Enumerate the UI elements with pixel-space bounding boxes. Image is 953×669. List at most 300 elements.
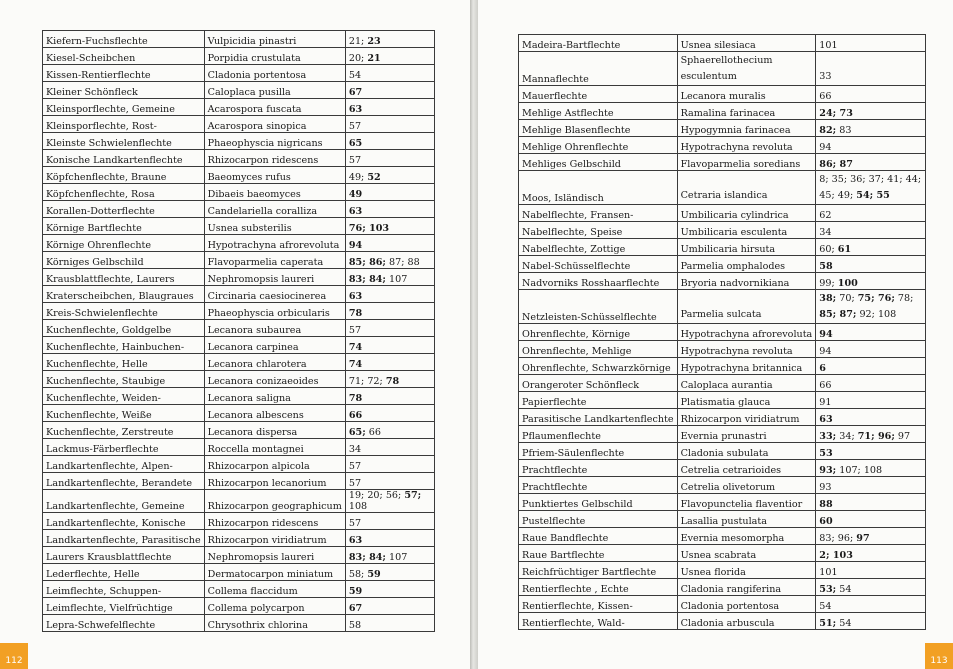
index-row xyxy=(519,205,926,222)
index-row xyxy=(519,171,926,205)
common-name-cell: Korallen-Dotterflechte xyxy=(43,201,205,218)
page-ref-bold: 6 xyxy=(819,363,826,374)
common-name-cell: Kuchenflechte, Weiße xyxy=(43,405,205,422)
species-name-cell: Hypotrachyna revoluta xyxy=(677,137,816,154)
index-row xyxy=(519,392,926,409)
page-ref-bold: 52 xyxy=(367,172,381,183)
species-name-cell: Lecanora chlarotera xyxy=(204,354,345,371)
page-ref-bold: 83; 84; xyxy=(348,274,386,285)
page-ref: 34; xyxy=(836,431,858,442)
page-refs-cell xyxy=(345,354,434,371)
common-name-cell: Kreis-Schwielenflechte xyxy=(43,303,205,320)
page-refs-cell xyxy=(345,388,434,405)
page-ref-bold: 53; xyxy=(819,584,837,595)
species-name-cell: Acarospora sinopica xyxy=(204,116,345,133)
index-row xyxy=(519,358,926,375)
page-ref-bold: 23 xyxy=(367,36,381,47)
page-refs-cell xyxy=(816,579,926,596)
page-refs-cell xyxy=(345,405,434,422)
common-name-cell: Konische Landkartenflechte xyxy=(43,150,205,167)
index-row xyxy=(43,530,435,547)
species-name-cell: Collema polycarpon xyxy=(204,598,345,615)
species-name-cell: Umbilicaria cylindrica xyxy=(677,205,816,222)
page-ref: 101 xyxy=(819,40,838,51)
index-row xyxy=(519,52,926,86)
common-name-cell: Raue Bandflechte xyxy=(519,528,678,545)
index-row xyxy=(519,443,926,460)
index-row xyxy=(43,473,435,490)
page-ref-bold: 74 xyxy=(348,359,363,370)
index-row xyxy=(43,320,435,337)
species-name-cell: Lecanora albescens xyxy=(204,405,345,422)
page-refs-cell xyxy=(816,239,926,256)
page-refs-cell xyxy=(816,154,926,171)
page-ref-bold: 65; xyxy=(348,427,366,438)
page-number-left: 112 xyxy=(0,643,28,669)
page-ref-bold: 33; xyxy=(819,431,837,442)
page-refs-cell xyxy=(345,564,434,581)
page-ref: 49; xyxy=(348,172,368,183)
common-name-cell: Kleinsporflechte, Gemeine xyxy=(43,99,205,116)
common-name-cell: Kleinsporflechte, Rost- xyxy=(43,116,205,133)
species-name-cell: Roccella montagnei xyxy=(204,439,345,456)
index-table-left xyxy=(42,30,435,632)
page-ref-bold: 63 xyxy=(348,206,363,217)
page-ref: 70; xyxy=(836,293,858,304)
common-name-cell: Rentierflechte , Echte xyxy=(519,579,678,596)
page-ref-bold: 60 xyxy=(819,516,833,527)
index-row xyxy=(519,86,926,103)
species-name-cell: Ramalina farinacea xyxy=(677,103,816,120)
species-name-cell: Rhizocarpon ridescens xyxy=(204,150,345,167)
index-row xyxy=(43,615,435,632)
index-row xyxy=(519,137,926,154)
species-name-cell: Lecanora conizaeoides xyxy=(204,371,345,388)
page-refs-cell xyxy=(345,116,434,133)
page-ref: 78; xyxy=(894,293,917,304)
page-ref-bold: 63 xyxy=(348,535,363,546)
page-ref: 66 xyxy=(365,427,382,438)
common-name-cell: Raue Bartflechte xyxy=(519,545,678,562)
page-ref: 54 xyxy=(819,601,832,612)
page-refs-cell xyxy=(816,222,926,239)
index-row xyxy=(43,564,435,581)
common-name-cell: Ohrenflechte, Schwarzkörnige xyxy=(519,358,678,375)
page-ref: 107; 108 xyxy=(836,465,883,476)
page-ref: 66 xyxy=(819,91,832,102)
common-name-cell: Prachtflechte xyxy=(519,477,678,494)
page-refs-cell xyxy=(816,528,926,545)
species-name-cell: Vulpicidia pinastri xyxy=(204,31,345,48)
page-ref-bold: 94 xyxy=(348,240,363,251)
common-name-cell: Pfriem-Säulenflechte xyxy=(519,443,678,460)
page-ref: 33 xyxy=(819,71,832,82)
page-refs-cell xyxy=(816,426,926,443)
species-name-cell: Candelariella coralliza xyxy=(204,201,345,218)
page-refs-cell xyxy=(816,137,926,154)
page-refs-cell xyxy=(345,598,434,615)
index-row xyxy=(519,528,926,545)
page-ref: 57 xyxy=(348,461,362,472)
common-name-cell: Netzleisten-Schüsselflechte xyxy=(519,290,678,324)
species-name-cell: Cetrelia cetrarioides xyxy=(677,460,816,477)
page-refs-cell xyxy=(816,256,926,273)
species-name-cell: Flavoparmelia caperata xyxy=(204,252,345,269)
species-name-cell: Circinaria caesiocinerea xyxy=(204,286,345,303)
index-row xyxy=(43,337,435,354)
species-name-cell: Cladonia portentosa xyxy=(204,65,345,82)
species-name-cell: Hypotrachyna revoluta xyxy=(677,341,816,358)
species-name-cell: Acarospora fuscata xyxy=(204,99,345,116)
species-name-cell: Lecanora saligna xyxy=(204,388,345,405)
page-ref: 94 xyxy=(819,142,832,153)
common-name-cell: Pustelflechte xyxy=(519,511,678,528)
page-ref: 94 xyxy=(819,346,832,357)
page-ref: 54 xyxy=(836,618,852,629)
page-ref: 99; xyxy=(819,278,838,289)
page-refs-cell xyxy=(345,31,434,48)
page-ref-bold: 85; 87; xyxy=(819,309,857,320)
page-ref-bold: 97 xyxy=(856,533,870,544)
page-ref-bold: 53 xyxy=(819,448,833,459)
common-name-cell: Punktiertes Gelbschild xyxy=(519,494,678,511)
page-ref-bold: 57; xyxy=(404,490,422,501)
common-name-cell: Lederflechte, Helle xyxy=(43,564,205,581)
species-name-cell: Lecanora carpinea xyxy=(204,337,345,354)
common-name-cell: Moos, Isländisch xyxy=(519,171,678,205)
species-name-cell: Cetraria islandica xyxy=(677,171,816,205)
page-refs-cell xyxy=(816,545,926,562)
page-ref-bold: 63 xyxy=(348,291,363,302)
species-name-cell: Nephromopsis laureri xyxy=(204,269,345,286)
page-ref-bold: 63 xyxy=(819,414,833,425)
page-refs-cell xyxy=(816,358,926,375)
common-name-cell: Mehlige Astflechte xyxy=(519,103,678,120)
page-refs-cell xyxy=(816,392,926,409)
page-ref-bold: 67 xyxy=(348,87,363,98)
index-row xyxy=(43,547,435,564)
common-name-cell: Kraterscheibchen, Blaugraues xyxy=(43,286,205,303)
page-ref: 57 xyxy=(348,325,362,336)
index-row xyxy=(43,286,435,303)
page-ref-bold: 67 xyxy=(348,603,363,614)
page-ref-bold: 59 xyxy=(367,569,381,580)
common-name-cell: Kuchenflechte, Helle xyxy=(43,354,205,371)
common-name-cell: Nabelflechte, Speise xyxy=(519,222,678,239)
species-name-cell: Flavoparmelia soredians xyxy=(677,154,816,171)
page-refs-cell xyxy=(816,205,926,222)
common-name-cell: Nabelflechte, Fransen- xyxy=(519,205,678,222)
page-ref-bold: 38; xyxy=(819,293,837,304)
page-ref-bold: 58 xyxy=(819,261,833,272)
index-row xyxy=(519,290,926,324)
page-ref-bold: 71; 96; xyxy=(857,431,895,442)
index-row xyxy=(43,598,435,615)
page-ref-bold: 49 xyxy=(348,189,363,200)
page-refs-cell xyxy=(345,167,434,184)
page-refs-cell xyxy=(345,252,434,269)
common-name-cell: Prachtflechte xyxy=(519,460,678,477)
index-row xyxy=(519,103,926,120)
page-ref: 66 xyxy=(819,380,832,391)
species-name-cell: Umbilicaria hirsuta xyxy=(677,239,816,256)
page-ref-bold: 82; xyxy=(819,125,837,136)
page-refs-cell xyxy=(345,456,434,473)
species-name-cell: Cladonia rangiferina xyxy=(677,579,816,596)
page-ref-bold: 59 xyxy=(348,586,363,597)
page-ref-bold: 85; 86; xyxy=(348,257,386,268)
common-name-cell: Kuchenflechte, Goldgelbe xyxy=(43,320,205,337)
common-name-cell: Köpfchenflechte, Braune xyxy=(43,167,205,184)
common-name-cell: Papierflechte xyxy=(519,392,678,409)
species-name-cell: Hypotrachyna afrorevoluta xyxy=(677,324,816,341)
index-row xyxy=(43,48,435,65)
index-row xyxy=(43,269,435,286)
page-ref: 54 xyxy=(836,584,852,595)
page-refs-cell xyxy=(816,273,926,290)
page-ref: 57 xyxy=(348,121,362,132)
species-name-cell: Cetrelia olivetorum xyxy=(677,477,816,494)
page-refs-cell xyxy=(816,562,926,579)
species-name-cell: Hypotrachyna afrorevoluta xyxy=(204,235,345,252)
page-ref: 34 xyxy=(348,444,362,455)
species-name-cell: Lecanora muralis xyxy=(677,86,816,103)
index-row xyxy=(519,562,926,579)
species-name-cell: Phaeophyscia nigricans xyxy=(204,133,345,150)
page-ref: 91 xyxy=(819,397,832,408)
page-refs-cell xyxy=(345,615,434,632)
left-page xyxy=(0,0,470,669)
page-ref-bold: 76; 103 xyxy=(348,223,390,234)
common-name-cell: Krausblattflechte, Laurers xyxy=(43,269,205,286)
index-row xyxy=(43,388,435,405)
page-refs-cell xyxy=(345,530,434,547)
index-row xyxy=(43,456,435,473)
species-name-cell: Evernia prunastri xyxy=(677,426,816,443)
page-refs-cell xyxy=(816,52,926,86)
page-ref: 20; xyxy=(348,53,368,64)
common-name-cell: Mehlige Ohrenflechte xyxy=(519,137,678,154)
index-row xyxy=(519,375,926,392)
common-name-cell: Ohrenflechte, Mehlige xyxy=(519,341,678,358)
common-name-cell: Nadvorniks Rosshaarflechte xyxy=(519,273,678,290)
page-ref-bold: 83; 84; xyxy=(348,552,386,563)
page-ref-bold: 74 xyxy=(348,342,363,353)
page-refs-cell xyxy=(345,422,434,439)
index-row xyxy=(519,494,926,511)
page-ref: 60; xyxy=(819,244,838,255)
page-refs-cell xyxy=(345,473,434,490)
index-row xyxy=(519,579,926,596)
page-ref-bold: 2; 103 xyxy=(819,550,853,561)
index-row xyxy=(519,273,926,290)
page-ref-bold: 24; 73 xyxy=(819,108,853,119)
species-name-cell: Parmelia omphalodes xyxy=(677,256,816,273)
page-ref-bold: 63 xyxy=(348,104,363,115)
species-name-cell: Rhizocarpon alpicola xyxy=(204,456,345,473)
page-ref: 101 xyxy=(819,567,838,578)
page-refs-cell xyxy=(816,324,926,341)
index-row xyxy=(519,239,926,256)
species-name-cell: Cladonia subulata xyxy=(677,443,816,460)
species-name-cell: Hypogymnia farinacea xyxy=(677,120,816,137)
species-name-cell: Evernia mesomorpha xyxy=(677,528,816,545)
index-row xyxy=(519,324,926,341)
page-ref-bold: 78 xyxy=(348,308,363,319)
common-name-cell: Pflaumenflechte xyxy=(519,426,678,443)
page-refs-cell xyxy=(345,547,434,564)
index-row xyxy=(519,596,926,613)
page-refs-cell xyxy=(816,120,926,137)
index-row xyxy=(43,252,435,269)
common-name-cell: Kuchenflechte, Hainbuchen- xyxy=(43,337,205,354)
index-row xyxy=(519,545,926,562)
page-refs-cell xyxy=(816,613,926,630)
right-page xyxy=(478,0,953,669)
common-name-cell: Laurers Krausblattflechte xyxy=(43,547,205,564)
common-name-cell: Leimflechte, Schuppen- xyxy=(43,581,205,598)
index-row xyxy=(43,513,435,530)
page-refs-cell xyxy=(816,477,926,494)
page-ref: 107 xyxy=(385,274,408,285)
species-name-cell: Lecanora dispersa xyxy=(204,422,345,439)
page-ref: 54 xyxy=(348,70,362,81)
page-refs-cell xyxy=(816,494,926,511)
page-ref: 57 xyxy=(348,155,362,166)
page-ref-bold: 66 xyxy=(348,410,363,421)
page-refs-cell xyxy=(816,86,926,103)
common-name-cell: Landkartenflechte, Parasitische xyxy=(43,530,205,547)
page-refs-cell xyxy=(345,581,434,598)
page-ref-bold: 78 xyxy=(385,376,400,387)
common-name-cell: Madeira-Bartflechte xyxy=(519,35,678,52)
index-row xyxy=(519,460,926,477)
page-refs-cell xyxy=(345,48,434,65)
species-name-cell: Rhizocarpon viridiatrum xyxy=(677,409,816,426)
common-name-cell: Kiefern-Fuchsflechte xyxy=(43,31,205,48)
species-name-cell: Rhizocarpon viridiatrum xyxy=(204,530,345,547)
index-table-right xyxy=(518,34,926,630)
species-name-cell: Platismatia glauca xyxy=(677,392,816,409)
page-ref-bold: 94 xyxy=(819,329,833,340)
page-refs-cell xyxy=(345,201,434,218)
page-refs-cell xyxy=(345,65,434,82)
index-row xyxy=(43,201,435,218)
index-row xyxy=(43,167,435,184)
page-ref: 58; xyxy=(348,569,368,580)
index-row xyxy=(43,354,435,371)
species-name-cell: Dibaeis baeomyces xyxy=(204,184,345,201)
species-name-cell: Umbilicaria esculenta xyxy=(677,222,816,239)
index-row xyxy=(43,218,435,235)
common-name-cell: Landkartenflechte, Alpen- xyxy=(43,456,205,473)
index-row xyxy=(519,256,926,273)
species-name-cell: Lecanora subaurea xyxy=(204,320,345,337)
index-row xyxy=(43,422,435,439)
species-name-cell: Rhizocarpon geographicum xyxy=(204,490,345,513)
index-row xyxy=(43,150,435,167)
common-name-cell: Kleiner Schönfleck xyxy=(43,82,205,99)
common-name-cell: Mehlige Blasenflechte xyxy=(519,120,678,137)
index-row xyxy=(519,477,926,494)
page-ref-bold: 51; xyxy=(819,618,837,629)
page-ref: 19; 20; 56; xyxy=(348,490,405,501)
page-refs-cell xyxy=(345,513,434,530)
species-name-cell: Usnea scabrata xyxy=(677,545,816,562)
page-refs-cell xyxy=(816,35,926,52)
page-refs-cell xyxy=(345,439,434,456)
page-ref-bold: 93; xyxy=(819,465,837,476)
species-name-cell: Porpidia crustulata xyxy=(204,48,345,65)
page-refs-cell xyxy=(345,218,434,235)
page-refs-cell xyxy=(345,150,434,167)
species-name-cell: Usnea substerilis xyxy=(204,218,345,235)
index-row xyxy=(519,120,926,137)
common-name-cell: Nabel-Schüsselflechte xyxy=(519,256,678,273)
page-ref: 92; 108 xyxy=(856,309,897,320)
species-name-cell: Flavopunctelia flaventior xyxy=(677,494,816,511)
page-refs-cell xyxy=(345,235,434,252)
common-name-cell: Landkartenflechte, Konische xyxy=(43,513,205,530)
page-refs-cell xyxy=(345,286,434,303)
page-refs-cell xyxy=(345,269,434,286)
species-name-cell: Bryoria nadvornikiana xyxy=(677,273,816,290)
species-name-cell: Dermatocarpon miniatum xyxy=(204,564,345,581)
index-row xyxy=(43,31,435,48)
page-ref-bold: 65 xyxy=(348,138,363,149)
common-name-cell: Landkartenflechte, Gemeine xyxy=(43,490,205,513)
page-refs-cell xyxy=(345,303,434,320)
species-name-cell: Nephromopsis laureri xyxy=(204,547,345,564)
index-row xyxy=(43,235,435,252)
page-refs-cell xyxy=(345,184,434,201)
species-name-cell: Collema flaccidum xyxy=(204,581,345,598)
page-refs-cell xyxy=(816,409,926,426)
index-row xyxy=(519,341,926,358)
species-name-cell: Hypotrachyna britannica xyxy=(677,358,816,375)
page-ref: 93 xyxy=(819,482,832,493)
page-ref-bold: 54; 55 xyxy=(856,190,890,201)
page-ref: 83; 96; xyxy=(819,533,857,544)
common-name-cell: Mauerflechte xyxy=(519,86,678,103)
page-number-right: 113 xyxy=(925,643,953,669)
common-name-cell: Ohrenflechte, Körnige xyxy=(519,324,678,341)
species-name-cell: Sphaerellothecium esculentum xyxy=(677,52,816,86)
page-refs-cell xyxy=(345,320,434,337)
page-ref: 87; 88 xyxy=(385,257,420,268)
species-name-cell: Caloplaca pusilla xyxy=(204,82,345,99)
species-name-cell: Rhizocarpon ridescens xyxy=(204,513,345,530)
page-ref: 34 xyxy=(819,227,832,238)
common-name-cell: Köpfchenflechte, Rosa xyxy=(43,184,205,201)
page-ref-bold: 78 xyxy=(348,393,363,404)
page-ref-bold: 75; 76; xyxy=(857,293,895,304)
common-name-cell: Körnige Bartflechte xyxy=(43,218,205,235)
species-name-cell: Caloplaca aurantia xyxy=(677,375,816,392)
page-ref: 8; 35; 36; 37; 41; 44; 45; 49; xyxy=(819,174,925,201)
index-row xyxy=(519,511,926,528)
index-row xyxy=(43,439,435,456)
page-refs-cell xyxy=(816,460,926,477)
common-name-cell: Kleinste Schwielenflechte xyxy=(43,133,205,150)
common-name-cell: Kuchenflechte, Staubige xyxy=(43,371,205,388)
index-row xyxy=(519,222,926,239)
common-name-cell: Nabelflechte, Zottige xyxy=(519,239,678,256)
index-row xyxy=(43,82,435,99)
index-row xyxy=(43,581,435,598)
page-refs-cell xyxy=(816,511,926,528)
page-ref: 71; 72; xyxy=(348,376,386,387)
